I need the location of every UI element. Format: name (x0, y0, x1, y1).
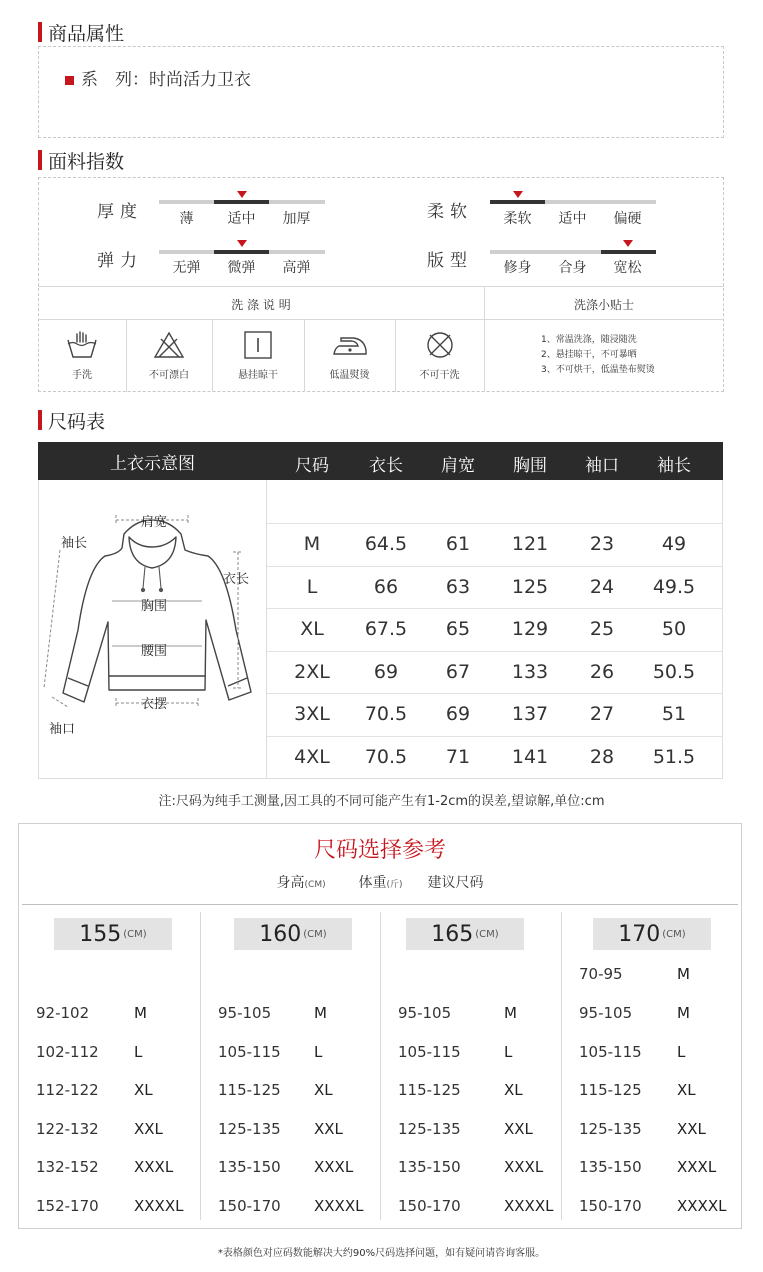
wash-label: 不可漂白 (149, 369, 189, 381)
recommended-size: L (314, 1042, 323, 1061)
elasticity-option: 无弹 (172, 260, 201, 276)
fit-scale (490, 250, 656, 254)
fabric-title (38, 148, 124, 172)
recommended-size: M (677, 1004, 690, 1022)
height-unit: (CM) (123, 928, 147, 940)
diagram-hem-label: 衣摆 (141, 697, 168, 712)
weight-range: 115-125 (579, 1081, 642, 1100)
hand-wash-icon (65, 330, 99, 360)
size-cell-value: 67.5 (364, 618, 408, 640)
thickness-label: 厚度 (97, 202, 143, 222)
recommended-size: XXXL (677, 1158, 717, 1177)
softness-option: 适中 (558, 211, 587, 227)
weight-range: 122-132 (36, 1119, 99, 1138)
wash-label: 不可干洗 (419, 369, 460, 381)
height-value: 160 (259, 921, 302, 947)
size-cell-value: 71 (445, 745, 471, 768)
wash-label: 低温熨烫 (329, 369, 370, 381)
weight-range: 70-95 (579, 965, 623, 984)
size-chart-title-text: 尺码表 (48, 410, 106, 433)
wash-no-bleach (126, 320, 212, 390)
recommended-size: XXL (134, 1119, 163, 1138)
fit-label: 版型 (427, 251, 473, 271)
weight-range: 112-122 (36, 1081, 99, 1100)
row-divider (267, 566, 723, 567)
softness-scale (490, 200, 656, 204)
size-cell-value: 23 (589, 533, 615, 555)
elasticity-option: 微弹 (227, 260, 256, 276)
size-note: 注:尺码为纯手工测量,因工具的不同可能产生有1-2cm的误差,望谅解,单位:cm (158, 794, 605, 809)
size-cell-value: 70.5 (364, 703, 408, 725)
weight-range: 95-105 (579, 1004, 633, 1022)
size-cell-value: 50.5 (652, 660, 696, 683)
diagram-sleeve-label: 袖长 (61, 536, 88, 551)
height-badge (406, 918, 524, 950)
size-cell-value: 24 (589, 575, 615, 598)
col-header-cuff: 袖口 (585, 456, 619, 476)
reference-divider (22, 904, 738, 905)
fit-option: 宽松 (613, 260, 642, 276)
wash-label: 悬挂晾干 (238, 369, 278, 381)
tip-item: 2、悬挂晾干，不可暴晒 (541, 350, 637, 360)
attributes-title-text: 商品属性 (48, 22, 125, 45)
weight-range: 135-150 (218, 1158, 281, 1177)
reference-footnote: *表格颜色对应码数能解决大约90%尺码选择问题，如有疑问请咨询客服。 (217, 1248, 546, 1259)
weight-range: 105-115 (398, 1042, 461, 1061)
weight-range: 102-112 (36, 1042, 99, 1061)
size-cell-label: 2XL (294, 660, 330, 683)
softness-marker (513, 191, 523, 198)
size-cell-value: 121 (511, 533, 549, 555)
diagram-cuff-label: 袖口 (49, 722, 76, 737)
size-cell-value: 49.5 (652, 575, 696, 598)
size-cell-value: 141 (511, 745, 549, 768)
low-iron-icon (331, 330, 369, 360)
height-value: 170 (618, 921, 661, 947)
softness-label: 柔软 (427, 202, 473, 222)
fit-marker (623, 240, 633, 247)
recommended-size: XL (134, 1081, 153, 1100)
tip-item: 1、常温洗涤，随浸随洗 (541, 335, 637, 345)
recommended-size: XXXXL (677, 1197, 727, 1215)
row-divider (267, 523, 723, 524)
wash-no-dryclean (395, 320, 484, 390)
weight-range: 150-170 (398, 1197, 461, 1215)
thickness-marker (237, 191, 247, 198)
height-value: 155 (79, 921, 122, 947)
recommended-size: XXXL (314, 1158, 354, 1177)
weight-range: 95-105 (398, 1004, 452, 1022)
col-header-size: 尺码 (295, 456, 329, 476)
fit-option: 修身 (503, 260, 532, 276)
diagram-chest-label: 胸围 (141, 599, 168, 614)
size-cell-value: 50 (661, 618, 687, 640)
series-label: 系 列： (81, 70, 149, 90)
recommended-size: M (504, 1004, 517, 1022)
scale-selected-segment (601, 250, 656, 254)
size-cell-value: 65 (445, 618, 471, 640)
height-unit: (CM) (662, 928, 686, 940)
wash-hand (38, 320, 126, 390)
reference-title: 尺码选择参考 (313, 838, 446, 863)
col-header-shoulder: 肩宽 (441, 456, 475, 476)
diagram-length-label: 衣长 (223, 572, 250, 587)
series-value: 时尚活力卫衣 (149, 70, 251, 90)
size-cell-value: 28 (589, 745, 615, 768)
row-divider (267, 608, 723, 609)
weight-range: 152-170 (36, 1197, 99, 1215)
size-cell-value: 25 (589, 618, 615, 640)
recommended-size: XL (504, 1081, 523, 1100)
size-cell-value: 64.5 (364, 533, 408, 555)
fabric-title-text: 面料指数 (48, 150, 125, 173)
recommended-size: M (314, 1004, 327, 1022)
recommended-size: XXXL (134, 1158, 174, 1177)
weight-range: 132-152 (36, 1158, 99, 1177)
size-cell-value: 26 (589, 660, 615, 683)
recommended-size: L (677, 1042, 686, 1061)
elasticity-marker (237, 240, 247, 247)
height-value: 165 (431, 921, 474, 947)
size-cell-value: 51.5 (652, 745, 696, 768)
col-header-length: 衣长 (369, 456, 403, 476)
tips-list (541, 333, 655, 378)
scale-selected-segment (214, 200, 269, 204)
size-chart-title (38, 408, 105, 432)
size-cell-value: 51 (661, 703, 687, 725)
recommended-size: L (504, 1042, 513, 1061)
diagram-shoulder-label: 肩宽 (141, 515, 168, 530)
row-divider (267, 736, 723, 737)
size-cell-value: 63 (445, 575, 471, 598)
sub-height-unit: (CM) (304, 880, 326, 890)
size-cell-label: M (303, 533, 321, 555)
attributes-title (38, 20, 124, 44)
no-bleach-icon (152, 330, 186, 360)
size-cell-value: 125 (511, 575, 549, 598)
title-bar (38, 150, 42, 170)
weight-range: 125-135 (218, 1119, 281, 1138)
recommended-size: L (134, 1042, 143, 1061)
size-cell-value: 27 (589, 703, 615, 725)
weight-range: 150-170 (579, 1197, 642, 1215)
recommended-size: XXL (677, 1119, 706, 1138)
recommended-size: M (134, 1004, 147, 1022)
tip-item: 3、不可烘干，低温垫布熨烫 (541, 365, 655, 375)
thickness-option: 薄 (179, 211, 194, 227)
wash-label: 手洗 (72, 369, 92, 381)
size-cell-value: 137 (511, 703, 549, 725)
weight-range: 95-105 (218, 1004, 272, 1022)
recommended-size: XXL (314, 1119, 343, 1138)
size-cell-label: L (306, 575, 318, 598)
reference-subtitle (18, 872, 742, 892)
title-bar (38, 22, 42, 42)
col-header-chest: 胸围 (513, 456, 547, 476)
size-cell-label: 4XL (294, 745, 330, 768)
recommended-size: XXXXL (134, 1197, 184, 1215)
height-unit: (CM) (475, 928, 499, 940)
recommended-size: XL (677, 1081, 696, 1100)
hang-dry-icon (241, 330, 275, 360)
weight-range: 115-125 (398, 1081, 461, 1100)
softness-option: 柔软 (503, 211, 532, 227)
size-cell-label: XL (300, 618, 324, 640)
size-cell-label: 3XL (294, 703, 330, 725)
fit-option: 合身 (558, 260, 587, 276)
sub-size: 建议尺码 (427, 875, 484, 891)
size-cell-value: 61 (445, 533, 471, 555)
sub-height: 身高 (276, 875, 305, 891)
recommended-size: M (677, 965, 690, 984)
size-cell-value: 49 (661, 533, 687, 555)
size-cell-value: 69 (445, 703, 471, 725)
diagram-waist-label: 腰围 (141, 644, 168, 659)
elasticity-option: 高弹 (282, 260, 311, 276)
size-cell-value: 129 (511, 618, 549, 640)
size-cell-value: 133 (511, 660, 549, 683)
series-row (65, 65, 251, 90)
wash-low-iron (304, 320, 395, 390)
scale-selected-segment (214, 250, 269, 254)
thickness-option: 适中 (227, 211, 256, 227)
weight-range: 135-150 (398, 1158, 461, 1177)
row-divider (267, 651, 723, 652)
weight-range: 135-150 (579, 1158, 642, 1177)
softness-option: 偏硬 (613, 211, 642, 227)
wash-header: 洗 涤 说 明 (231, 298, 291, 312)
tips-header: 洗涤小贴士 (573, 298, 634, 312)
group-divider (200, 912, 201, 1220)
height-unit: (CM) (303, 928, 327, 940)
weight-range: 105-115 (579, 1042, 642, 1061)
height-badge (234, 918, 352, 950)
elasticity-scale (159, 250, 325, 254)
diagram-header: 上衣示意图 (38, 442, 267, 480)
group-divider (561, 912, 562, 1220)
wash-divider-top (38, 286, 724, 287)
height-badge (593, 918, 711, 950)
no-dryclean-icon (423, 330, 457, 360)
recommended-size: XXXXL (504, 1197, 554, 1215)
thickness-scale (159, 200, 325, 204)
row-divider (267, 693, 723, 694)
size-cell-value: 66 (373, 575, 399, 598)
weight-range: 150-170 (218, 1197, 281, 1215)
size-cell-value: 69 (373, 660, 399, 683)
elasticity-label: 弹力 (97, 251, 143, 271)
recommended-size: XXL (504, 1119, 533, 1138)
weight-range: 125-135 (579, 1119, 642, 1138)
recommended-size: XXXXL (314, 1197, 364, 1215)
attributes-box (38, 46, 724, 138)
sub-weight-unit: (斤) (386, 880, 403, 890)
thickness-option: 加厚 (282, 211, 311, 227)
bullet-square (65, 76, 74, 85)
scale-selected-segment (490, 200, 545, 204)
recommended-size: XL (314, 1081, 333, 1100)
weight-range: 115-125 (218, 1081, 281, 1100)
size-cell-value: 70.5 (364, 745, 408, 768)
title-bar (38, 410, 42, 430)
recommended-size: XXXL (504, 1158, 544, 1177)
size-cell-value: 67 (445, 660, 471, 683)
weight-range: 92-102 (36, 1004, 90, 1022)
height-badge (54, 918, 172, 950)
group-divider (380, 912, 381, 1220)
wash-hang-dry (212, 320, 304, 390)
weight-range: 105-115 (218, 1042, 281, 1061)
col-header-sleeve: 袖长 (657, 456, 691, 476)
sub-weight: 体重 (358, 875, 387, 891)
weight-range: 125-135 (398, 1119, 461, 1138)
